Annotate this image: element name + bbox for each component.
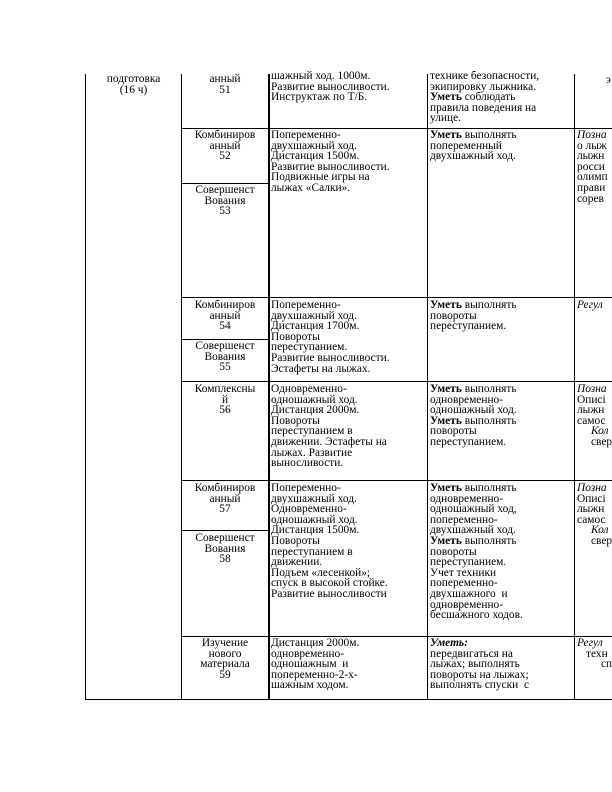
content-line: лыжах «Салки». <box>271 181 351 194</box>
content-line: спуск в высокой стойке. <box>271 577 388 590</box>
skills-line: попеременно- <box>430 577 498 590</box>
skills-line: повороты <box>430 425 477 438</box>
uud-cell <box>577 130 612 297</box>
lesson-type: Совершенст <box>195 185 255 196</box>
content-line: переступанием в <box>271 425 353 438</box>
lesson-number: 53 <box>219 205 231 218</box>
content-line: Подвижные игры на <box>271 171 370 184</box>
uud-line: Позна <box>577 384 607 395</box>
skills-line: экипировку лыжника. <box>430 80 537 93</box>
content-line: одношажный ход. <box>271 513 358 526</box>
skills-line: попеременно- <box>430 513 498 526</box>
content-line: попеременно-2-х- <box>271 668 358 681</box>
content-line: Развитие выносливости. <box>271 80 390 93</box>
lesson-number: 59 <box>219 668 231 681</box>
lesson-type-cell <box>182 130 268 183</box>
content-line: Попеременно- <box>271 483 341 494</box>
skills-line: Уметь выполнять <box>430 534 517 547</box>
skills-line: выполнять спуски с <box>430 679 529 692</box>
skills-line: повороты <box>430 545 477 558</box>
lesson-divider <box>181 530 269 531</box>
uud-line: свер <box>591 435 612 448</box>
uud-line: свер <box>591 534 612 547</box>
lesson-type: Комбиниров <box>194 300 256 311</box>
content-cell <box>271 300 426 381</box>
skills-line: Уметь выполнять <box>430 300 517 311</box>
content-line: двухшажный ход. <box>271 309 357 322</box>
content-line: Инструктаж по Т/Б. <box>271 91 368 104</box>
content-line: Развитие выносливости. <box>271 351 390 364</box>
content-line: одношажным и <box>271 658 349 671</box>
uud-line: Кол <box>591 524 609 537</box>
content-cell <box>271 638 426 699</box>
lesson-type: Комплексны <box>194 384 256 395</box>
lesson-number: 55 <box>219 361 231 374</box>
skills-line: повороты на лыжах; <box>430 668 529 681</box>
content-cell <box>271 71 426 128</box>
uud-line: техн <box>586 647 608 660</box>
content-line: Дистанция 2000м. <box>271 638 360 649</box>
content-line: одновременно- <box>271 647 345 660</box>
lesson-type-cell <box>182 384 268 480</box>
skills-line: двухшажный ход. <box>430 150 516 163</box>
content-line: двухшажный ход. <box>271 139 357 152</box>
lesson-type: Изучение <box>201 638 249 649</box>
uud-line: сп <box>601 658 612 671</box>
skills-line: улице. <box>430 112 461 125</box>
uud-line: Регул <box>577 638 603 649</box>
section-cell <box>86 74 181 114</box>
lesson-number: 54 <box>219 320 231 333</box>
lesson-divider <box>181 339 269 340</box>
lesson-type: й <box>221 393 229 406</box>
content-line: Попеременно- <box>271 300 341 311</box>
lesson-type-cell <box>182 533 268 636</box>
skills-line: одновременно- <box>430 598 504 611</box>
skills-line: Уметь выполнять <box>430 483 517 494</box>
lesson-type: Вования <box>204 542 246 555</box>
content-line: двухшажный ход. <box>271 492 357 505</box>
lesson-type: Вования <box>204 194 246 207</box>
skills-cell <box>430 638 573 699</box>
content-line: шажным ходом. <box>271 679 349 692</box>
row-divider <box>181 636 612 637</box>
uud-line: лыжн <box>577 150 605 163</box>
lesson-divider <box>181 183 269 184</box>
lesson-number: 51 <box>219 83 231 96</box>
uud-line: сорев <box>577 192 604 205</box>
lesson-number: 58 <box>219 553 231 566</box>
uud-line: Регул <box>577 300 603 311</box>
lesson-type-cell <box>182 638 268 699</box>
skills-line: технике безопасности, <box>430 71 540 82</box>
section-title: подготовка <box>106 74 161 85</box>
uud-line: росси <box>577 160 605 173</box>
content-line: переступанием. <box>271 341 348 354</box>
skills-cell <box>430 483 573 636</box>
skills-line: двухшажного и <box>430 587 508 600</box>
lesson-type-cell <box>182 185 268 297</box>
skills-line: правила поведения на <box>430 101 537 114</box>
content-cell <box>271 384 426 480</box>
uud-line: прави <box>577 181 606 194</box>
uud-line: Позна <box>577 130 607 141</box>
content-line: шажный ход. 1000м. <box>271 71 371 82</box>
lesson-type: Совершенст <box>195 341 255 352</box>
uud-line: лыжн <box>577 404 605 417</box>
uud-line: Описі <box>577 393 606 406</box>
row-divider <box>181 297 612 298</box>
content-line: Повороты <box>271 534 320 547</box>
content-line: Эстафеты на лыжах. <box>271 362 371 375</box>
content-line: Дистанция 2000м. <box>271 404 360 417</box>
content-line: Дистанция 1500м. <box>271 150 360 163</box>
skills-line: переступанием. <box>430 556 507 569</box>
skills-cell <box>430 300 573 381</box>
uud-cell <box>577 300 612 381</box>
uud-cell <box>606 75 612 128</box>
lesson-type-cell <box>182 483 268 530</box>
skills-cell <box>430 384 573 480</box>
column-divider-4 <box>574 74 575 700</box>
content-line: движении. Эстафеты на <box>271 435 387 448</box>
row-divider <box>181 381 612 382</box>
lesson-type-cell <box>182 300 268 339</box>
content-line: Одновременно- <box>271 384 347 395</box>
lesson-number: 52 <box>219 150 231 163</box>
skills-line: одновременно- <box>430 393 504 406</box>
row-divider <box>181 480 612 481</box>
content-cell <box>271 130 426 297</box>
skills-line: Уметь: <box>430 638 468 649</box>
skills-line: передвигаться на <box>430 647 513 660</box>
content-line: Дистанция 1700м. <box>271 320 360 333</box>
content-line: Попеременно- <box>271 130 341 141</box>
skills-line: двухшажный ход. <box>430 524 516 537</box>
uud-line: лыжн <box>577 503 605 516</box>
lesson-type: материала <box>200 658 250 671</box>
lesson-type-cell <box>182 74 268 128</box>
row-divider <box>181 128 612 129</box>
content-cell <box>271 483 426 636</box>
uud-line: Кол <box>591 425 609 438</box>
content-line: переступанием в <box>271 545 353 558</box>
skills-line: одновременно- <box>430 492 504 505</box>
uud-cell <box>577 638 612 699</box>
lesson-type: анный <box>209 74 241 85</box>
lesson-type: Комбиниров <box>194 483 256 494</box>
lesson-type-cell <box>182 341 268 381</box>
content-line: Подъем «лесенкой»; <box>271 566 371 579</box>
lesson-type: анный <box>209 492 241 505</box>
uud-line: самос <box>577 513 606 526</box>
table-border-left <box>85 74 86 700</box>
uud-line: Позна <box>577 483 607 494</box>
skills-line: попеременный <box>430 139 502 152</box>
content-line: лыжах. Развитие <box>271 446 353 459</box>
section-hours: (16 ч) <box>119 83 148 96</box>
skills-line: переступанием. <box>430 435 507 448</box>
content-line: Одновременно- <box>271 503 347 516</box>
uud-line: э <box>606 75 611 86</box>
uud-cell <box>577 384 612 480</box>
lesson-type: Совершенст <box>195 533 255 544</box>
lesson-type: Вования <box>204 350 246 363</box>
lesson-type: нового <box>208 647 242 660</box>
lesson-number: 57 <box>219 503 231 516</box>
skills-line: одношажный ход. <box>430 404 517 417</box>
skills-cell <box>430 71 573 128</box>
uud-line: олимп <box>577 171 608 184</box>
skills-line: Учет техники <box>430 566 497 579</box>
uud-line: Описі <box>577 492 606 505</box>
skills-line: повороты <box>430 309 477 322</box>
column-divider-2 <box>268 74 270 700</box>
uud-cell <box>577 483 612 636</box>
skills-line: переступанием. <box>430 320 507 333</box>
skills-line: Уметь выполнять <box>430 130 517 141</box>
content-line: Дистанция 1500м. <box>271 524 360 537</box>
lesson-type: анный <box>209 139 241 152</box>
lesson-number: 56 <box>219 404 231 417</box>
content-line: Повороты <box>271 414 320 427</box>
skills-line: бесшажного ходов. <box>430 609 523 622</box>
content-line: Развитие выносливости. <box>271 160 390 173</box>
uud-line: о лыж <box>577 139 607 152</box>
content-line: одношажный ход. <box>271 393 358 406</box>
table-bottom-border <box>85 699 612 700</box>
skills-line: Уметь выполнять <box>430 384 517 395</box>
content-line: Развитие выносливости <box>271 587 387 600</box>
lesson-type: анный <box>209 309 241 322</box>
skills-line: лыжах; выполнять <box>430 658 520 671</box>
content-line: движении. <box>271 556 323 569</box>
skills-line: Уметь выполнять <box>430 414 517 427</box>
content-line: Повороты <box>271 330 320 343</box>
skills-cell <box>430 130 573 297</box>
lesson-type: Комбиниров <box>194 130 256 141</box>
skills-line: одношажный ход, <box>430 503 517 516</box>
content-line: выносливости. <box>271 457 344 470</box>
column-divider-3 <box>427 74 428 700</box>
uud-line: самос <box>577 414 606 427</box>
skills-line: Уметь соблюдать <box>430 91 516 104</box>
